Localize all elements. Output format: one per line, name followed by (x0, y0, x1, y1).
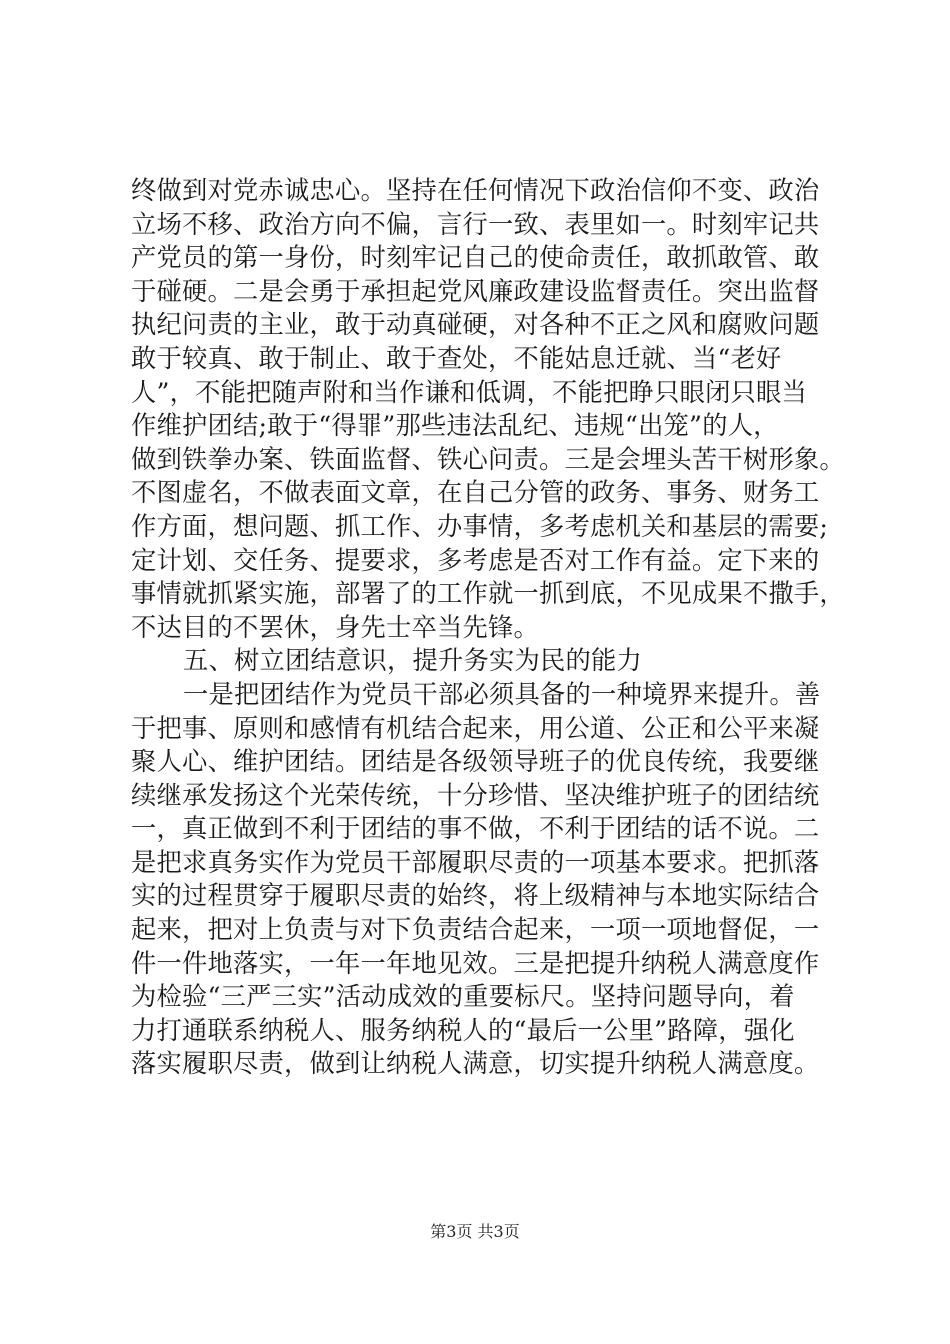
text-line: 一，真正做到不利于团结的事不做，不利于团结的话不说。二 (131, 814, 820, 844)
text-line: 续继承发扬这个光荣传统，十分珍惜、坚决维护班子的团结统 (131, 780, 820, 810)
text-line: 终做到对党赤诚忠心。坚持在任何情况下政治信仰不变、政治 (131, 176, 820, 205)
text-line: 作方面，想问题、抓工作、办事情，多考虑机关和基层的需要; (131, 511, 829, 541)
text-line: 件一件地落实，一年一年地见效。三是把提升纳税人满意度作 (131, 948, 820, 978)
text-line: 敢于较真、敢于制止、敢于查处，不能姑息迁就、当“老好 (131, 343, 782, 373)
text-line: 立场不移、政治方向不偏，言行一致、表里如一。时刻牢记共 (131, 209, 820, 239)
text-line: 不达目的不罢休，身先士卒当先锋。 (131, 612, 539, 642)
text-line: 实的过程贯穿于履职尽责的始终，将上级精神与本地实际结合 (131, 881, 820, 911)
text-line: 落实履职尽责，做到让纳税人满意，切实提升纳税人满意度。 (131, 1049, 820, 1079)
text-line: 执纪问责的主业，敢于动真碰硬，对各种不正之风和腐败问题 (131, 310, 820, 340)
text-line: 产党员的第一身份，时刻牢记自己的使命责任，敢抓敢管、敢 (131, 243, 820, 273)
text-line: 起来，把对上负责与对下负责结合起来，一项一项地督促，一 (131, 915, 820, 945)
text-line: 力打通联系纳税人、服务纳税人的“最后一公里”路障，强化 (131, 1015, 795, 1045)
text-line: 事情就抓紧实施，部署了的工作就一抓到底，不见成果不撒手， (131, 579, 845, 609)
text-line: 是把求真务实作为党员干部履职尽责的一项基本要求。把抓落 (131, 847, 820, 877)
text-line: 做到铁拳办案、铁面监督、铁心问责。三是会埋头苦干树形象。 (131, 444, 845, 474)
text-line: 定计划、交任务、提要求，多考虑是否对工作有益。定下来的 (131, 545, 820, 575)
text-line: 于把事、原则和感情有机结合起来，用公道、公正和公平来凝 (131, 713, 820, 743)
text-line: 聚人心、维护团结。团结是各级领导班子的优良传统，我要继 (131, 747, 820, 777)
section-heading: 五、树立团结意识，提升务实为民的能力 (183, 646, 642, 676)
paragraph-first-line: 一是把团结作为党员干部必须具备的一种境界来提升。善 (183, 679, 821, 709)
document-body (131, 174, 845, 1081)
text-line: 不图虚名，不做表面文章，在自己分管的政务、事务、财务工 (131, 478, 820, 508)
text-line: 为检验“三严三实”活动成效的重要标尺。坚持问题导向，着 (131, 982, 795, 1012)
text-line: 人”，不能把随声附和当作谦和低调，不能把睁只眼闭只眼当 (131, 377, 808, 407)
page-footer (0, 1219, 950, 1242)
page-number-label: 第3页 共3页 (430, 1222, 520, 1241)
text-line: 于碰硬。二是会勇于承担起党风廉政建设监督责任。突出监督 (131, 276, 820, 306)
text-line: 作维护团结;敢于“得罪”那些违法乱纪、违规“出笼”的人， (131, 411, 779, 441)
